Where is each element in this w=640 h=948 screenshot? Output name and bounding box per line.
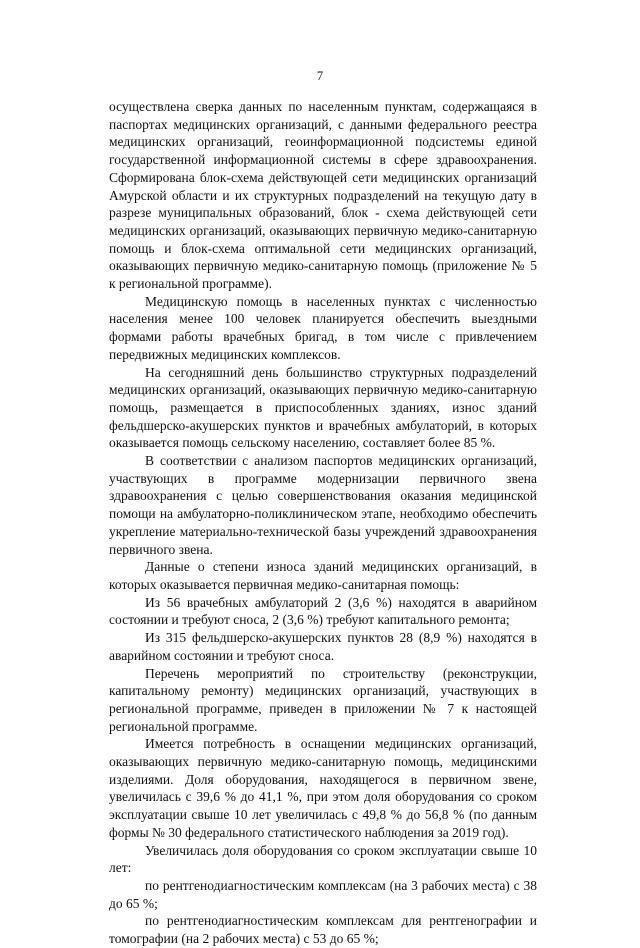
paragraph-fap: Из 315 фельдшерско-акушерских пунктов 28 (8,9 %) находятся в аварийном состоянии и требуют сноса. [109, 630, 537, 663]
paragraph-equipment-need: Имеется потребность в оснащении медицинских организаций, оказывающих первичную медико-санитарную помощь, медицинскими изделиями. Доля оборудования, находящегося в первичном звене, увеличилась с 39,6 % до 41,1 %, при этом доля оборудования со сроком эксплуатации свыше 10 лет увеличилась с 49,8 % до 56,8 % (по данным формы № 30 федерального статистического наблюдения за 2019 год). [109, 736, 537, 840]
paragraph-ambulatories: Из 56 врачебных амбулаторий 2 (3,6 %) находятся в аварийном состоянии и требуют сноса, 2 (3,6 %) требуют капитального ремонта; [109, 594, 537, 628]
paragraph-verification: осуществлена сверка данных по населенным пунктам, содержащаяся в паспортах медицинских организаций, с данными федерального реестра медицинских организаций, геоинформационной подсистемы единой государственной информационной системы в сфере здравоохранения. Сформирована блок-схема действующей сети медицинских организаций Амурской области и их структурных подразделений на текущую дату в разрезе муниципальных образований, блок - схема действующей сети медицинских организаций, оказывающих первичную медико-санитарную помощь и блок-схема оптимальной сети медицинских организаций, оказывающих первичную медико-санитарную помощь (приложение № 5 к региональной программе). [109, 99, 537, 292]
page-number: 7 [316, 69, 324, 83]
paragraph-construction-list: Перечень мероприятий по строительству (реконструкции, капитальному ремонту) медицинских организаций, участвующих в региональной программе, приведен в приложении № 7 к настоящей региональной программе. [109, 665, 537, 734]
paragraph-equipment-age-intro: Увеличилась доля оборудования со сроком эксплуатации свыше 10 лет: [109, 842, 537, 876]
paragraph-wear-data-intro: Данные о степени износа зданий медицинских организаций, в которых оказывается первичная медико-санитарная помощь: [109, 559, 537, 592]
paragraph-mobile-care: Медицинскую помощь в населенных пунктах с численностью населения менее 100 человек планируется обеспечить выездными формами работы врачебных бригад, в том числе с привлечением передвижных медицинских комплексов. [109, 293, 537, 362]
paragraph-xray-3: по рентгенодиагностическим комплексам (на 3 рабочих места) с 38 до 65 %; [109, 877, 537, 911]
paragraph-modernization: В соответствии с анализом паспортов медицинских организаций, участвующих в программе модернизации первичного звена здравоохранения с целью совершенствования оказания медицинской помощи на амбулаторно-поликлиническом этапе, необходимо обеспечить укрепление материально-технической базы учреждений здравоохранения первичного звена. [109, 453, 537, 557]
paragraph-building-wear: На сегодняшний день большинство структурных подразделений медицинских организаций, оказывающих первичную медико-санитарную помощь, размещается в приспособленных зданиях, износ зданий фельдшерско-акушерских пунктов и врачебных амбулаторий, в которых оказывается помощь сельскому населению, составляет более 85 %. [109, 364, 537, 451]
paragraph-xray-2: по рентгенодиагностическим комплексам для рентгенографии и томографии (на 2 рабочих места) с 53 до 65 %; [109, 913, 537, 947]
document-body [109, 98, 537, 948]
